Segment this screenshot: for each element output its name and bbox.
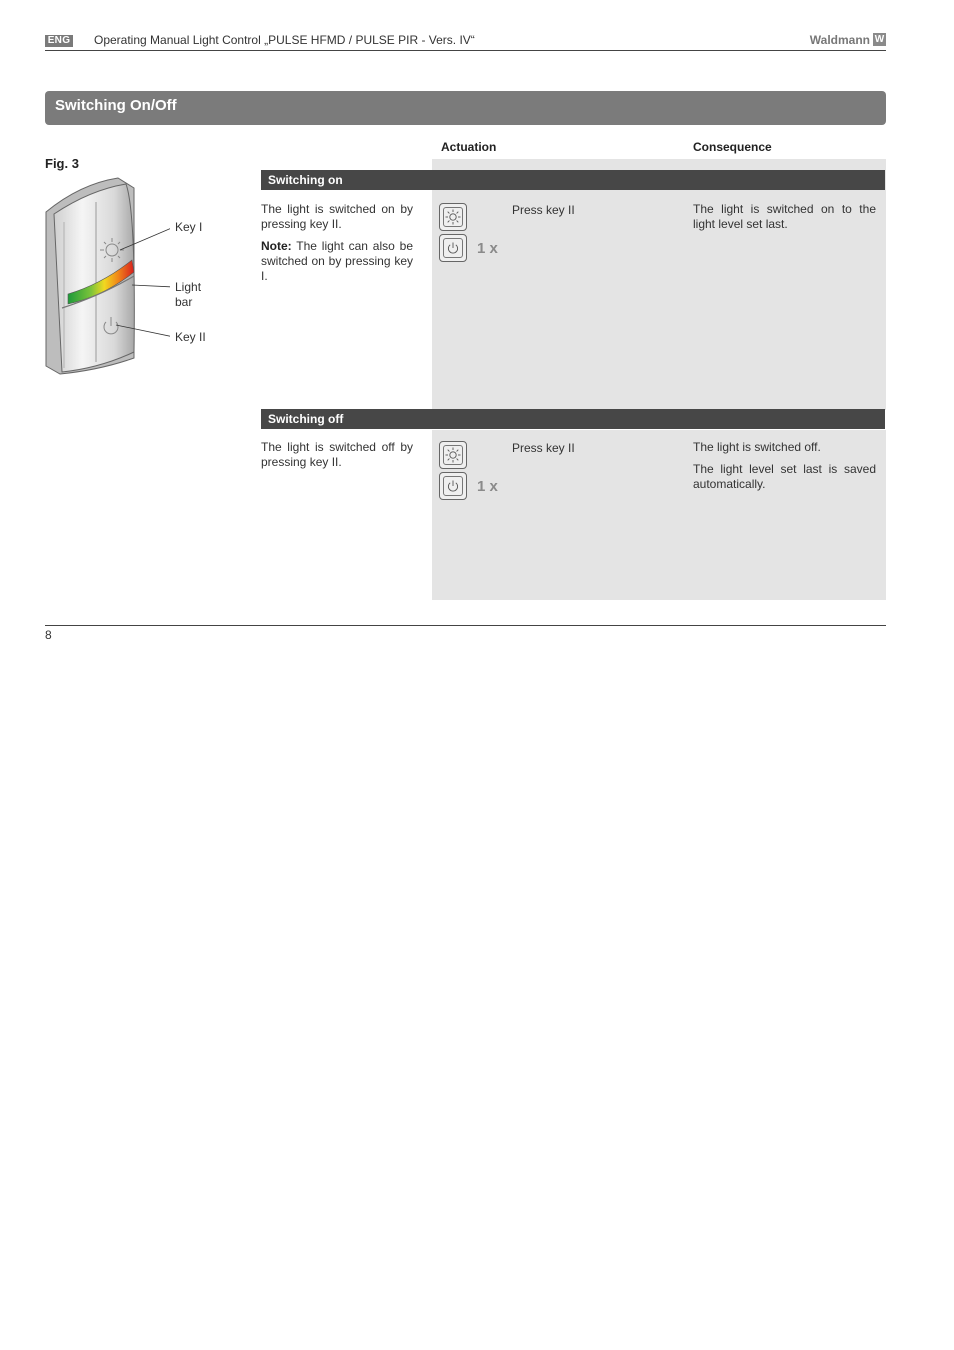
- header-rule: [45, 50, 886, 51]
- description-text: The light is switched on by pressing key II.: [261, 202, 413, 231]
- keypad-switching-on: [439, 203, 469, 265]
- callout-light-bar-line1: Light: [175, 280, 202, 294]
- keypad-switching-off: [439, 441, 469, 503]
- press-count: 1 x: [477, 478, 498, 495]
- callout-light-bar: [175, 280, 201, 310]
- column-heading-actuation: Actuation: [441, 140, 497, 154]
- document-title: Operating Manual Light Control „PULSE HFMD / PULSE PIR - Vers. IV“: [94, 33, 475, 47]
- row-heading-switching-off: Switching off: [261, 409, 885, 429]
- brand-name: Waldmann: [809, 33, 870, 47]
- consequence-text: The light is switched on to the light level set last.: [693, 202, 876, 231]
- row-heading-switching-on: Switching on: [261, 170, 885, 190]
- actuation-step: Press key II: [512, 441, 575, 455]
- actuation-step: Press key II: [512, 203, 575, 217]
- section-title: Switching On/Off: [55, 97, 177, 114]
- consequence-switching-on: [693, 202, 876, 239]
- consequence-text: The light is switched off.: [693, 440, 821, 454]
- power-key-icon: [439, 234, 467, 262]
- brand-mark-icon: W: [874, 34, 885, 45]
- callout-key-1: Key I: [175, 220, 203, 234]
- description-switching-on: [261, 202, 413, 291]
- footer-rule: [45, 625, 886, 626]
- figure-label: Fig. 3: [45, 156, 79, 171]
- press-count: 1 x: [477, 240, 498, 257]
- callout-key-2: Key II: [175, 330, 206, 344]
- column-heading-consequence: Consequence: [693, 140, 772, 154]
- note-label: Note:: [261, 239, 292, 253]
- page-number: 8: [45, 628, 52, 642]
- note-text: The light can also be switched on by pressing key I.: [261, 239, 413, 283]
- callout-light-bar-line2: bar: [175, 295, 193, 309]
- device-illustration: [40, 172, 170, 378]
- note-paragraph: [261, 239, 413, 284]
- consequence-text: The light level set last is saved automatically.: [693, 462, 876, 491]
- brightness-key-icon: [439, 441, 467, 469]
- description-switching-off: [261, 440, 413, 477]
- language-badge: ENG: [45, 35, 73, 47]
- consequence-switching-off: [693, 440, 876, 499]
- actuation-panel-on: [432, 159, 886, 410]
- description-text: The light is switched off by pressing key II.: [261, 440, 413, 469]
- brand-logo: [810, 33, 886, 47]
- power-key-icon: [439, 472, 467, 500]
- brightness-key-icon: [439, 203, 467, 231]
